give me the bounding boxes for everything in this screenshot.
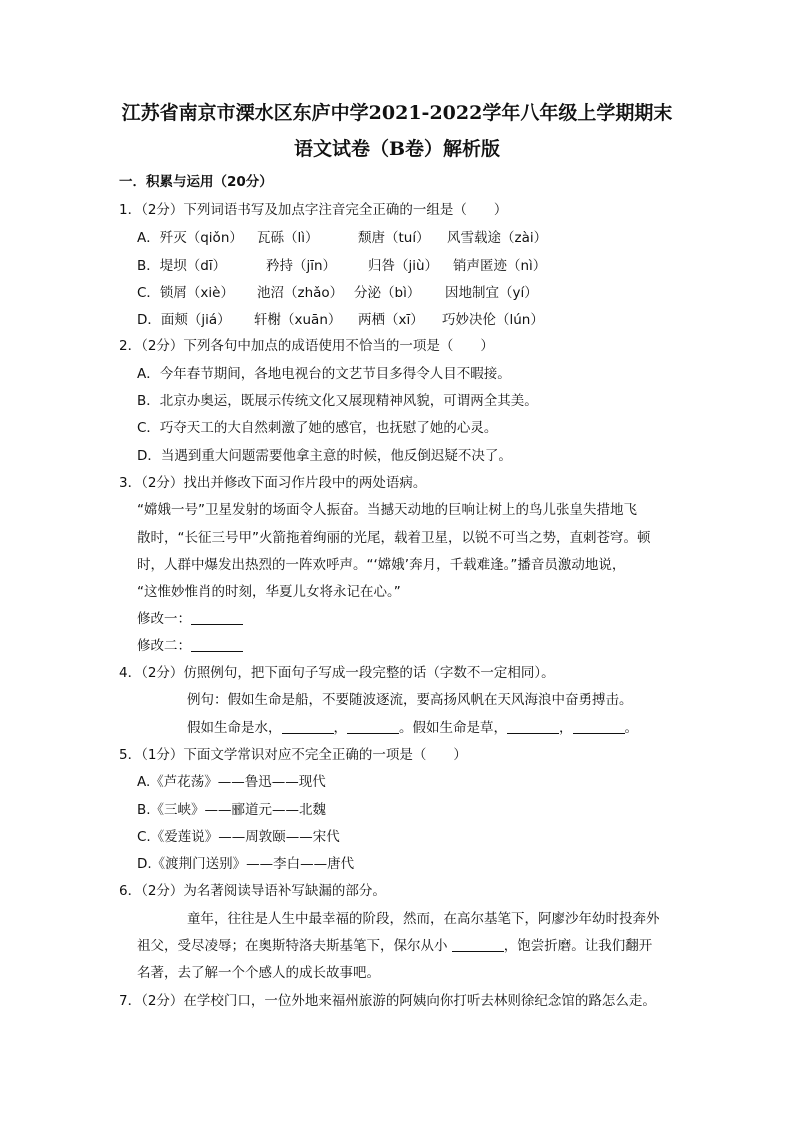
q1-option-b-3: 归咎（jiù） [368, 258, 439, 274]
document-title-line-2: 语文试卷（B卷）解析版 [293, 138, 501, 160]
q3-fix-1-label: 修改一： [137, 611, 191, 627]
q6-passage-line-2 [137, 936, 652, 956]
q3-fix-1 [137, 609, 243, 629]
answer-blank[interactable] [191, 637, 243, 652]
q5-stem: 5．（1分）下面文学常识对应不完全正确的一项是（ ） [119, 747, 467, 763]
q1-option-a-1: A．歼灭（qiǒn） [137, 230, 243, 246]
answer-blank[interactable] [282, 719, 334, 734]
q3-passage-line-2: 散时，“长征三号甲”火箭拖着绚丽的光尾，载着卫星，以锐不可当之势，直刺苍穹。顿 [137, 530, 651, 546]
answer-blank[interactable] [573, 719, 625, 734]
q5-option-c: C.《爱莲说》——周敦颐——宋代 [137, 829, 340, 845]
q1-option-b-1: B．堤坝（dī） [137, 258, 227, 274]
q4-text-2: ， [333, 720, 347, 736]
q1-option-b-2: 矜持（jīn） [266, 258, 337, 274]
q1-option-c-4: 因地制宜（yí） [445, 285, 538, 301]
q6-passage-line-1: 童年，往往是人生中最幸福的阶段，然而，在高尔基笔下，阿廖沙年幼时投奔外 [187, 911, 660, 927]
q1-option-d-2: 轩榭（xuān） [254, 312, 342, 328]
q4-text-5: 。 [624, 720, 638, 736]
answer-blank[interactable] [191, 610, 243, 625]
q5-option-d: D.《渡荆门送别》——李白——唐代 [137, 856, 355, 872]
q4-text-4: ， [559, 720, 573, 736]
section-heading: 一．积累与运用（20分） [119, 174, 273, 190]
q6-text-a: 祖父，受尽凌辱；在奥斯特洛夫斯基笔下，保尔从小 [137, 938, 448, 954]
q6-text-b: ，饱尝折磨。让我们翻开 [503, 938, 653, 954]
q3-fix-2 [137, 636, 243, 656]
q1-option-b-4: 销声匿迹（nì） [453, 258, 547, 274]
q5-option-a: A.《芦花荡》——鲁迅——现代 [137, 774, 326, 790]
q4-template [187, 718, 638, 738]
q1-option-d-4: 巧妙决伦（lún） [442, 312, 544, 328]
answer-blank[interactable] [507, 719, 559, 734]
q3-fix-2-label: 修改二： [137, 638, 191, 654]
q1-option-c-2: 池沼（zhǎo） [257, 285, 344, 301]
q1-option-a-3: 颓唐（tuí） [358, 230, 430, 246]
q2-option-d: D．当遇到重大问题需要他拿主意的时候，他反倒迟疑不决了。 [137, 448, 512, 464]
q3-passage-line-4: “这惟妙惟肖的时刻，华夏儿女将永记在心。” [137, 584, 401, 600]
q7-stem: 7．（2分）在学校门口，一位外地来福州旅游的阿姨向你打听去林则徐纪念馆的路怎么走。 [119, 993, 656, 1009]
answer-blank[interactable] [452, 937, 504, 952]
q4-text-3: 。假如生命是草， [399, 720, 507, 736]
q4-example: 例句：假如生命是船，不要随波逐流，要高扬风帆在天风海浪中奋勇搏击。 [187, 692, 633, 708]
q2-stem: 2．（2分）下列各句中加点的成语使用不恰当的一项是（ ） [119, 338, 494, 354]
q1-option-a-4: 风雪载途（zài） [447, 230, 548, 246]
q1-option-c-1: C．锁屑（xiè） [137, 285, 234, 301]
q2-option-c: C．巧夺天工的大自然刺激了她的感官，也抚慰了她的心灵。 [137, 420, 498, 436]
q6-stem: 6．（2分）为名著阅读导语补写缺漏的部分。 [119, 883, 386, 899]
q5-option-b: B.《三峡》——郦道元——北魏 [137, 802, 327, 818]
q1-option-a-2: 瓦砾（lì） [257, 230, 319, 246]
q2-option-b: B．北京办奥运，既展示传统文化又展现精神风貌，可谓两全其美。 [137, 393, 538, 409]
q3-passage-line-1: “嫦娥一号”卫星发射的场面令人振奋。当撼天动地的巨响让树上的鸟儿张皇失措地飞 [137, 502, 637, 518]
q1-stem: 1．（2分）下列词语书写及加点字注音完全正确的一组是（ ） [119, 202, 508, 218]
q2-option-a: A．今年春节期间，各地电视台的文艺节目多得令人目不暇接。 [137, 366, 511, 382]
answer-blank[interactable] [347, 719, 399, 734]
document-title-line-1: 江苏省南京市溧水区东庐中学2021-2022学年八年级上学期期末 [121, 102, 673, 124]
q1-option-c-3: 分泌（bì） [354, 285, 421, 301]
q1-option-d-1: D．面颊（jiá） [137, 312, 231, 328]
q1-option-d-3: 两栖（xī） [358, 312, 424, 328]
q6-passage-line-3: 名著，去了解一个个感人的成长故事吧。 [137, 965, 380, 981]
q4-text-1: 假如生命是水， [187, 720, 282, 736]
q4-stem: 4．（2分）仿照例句，把下面句子写成一段完整的话（字数不一定相同）。 [119, 665, 555, 681]
q3-passage-line-3: 时，人群中爆发出热烈的一阵欢呼声。“‘嫦娥’奔月，千载难逢。”播音员激动地说， [137, 557, 626, 573]
q3-stem: 3．（2分）找出并修改下面习作片段中的两处语病。 [119, 475, 427, 491]
